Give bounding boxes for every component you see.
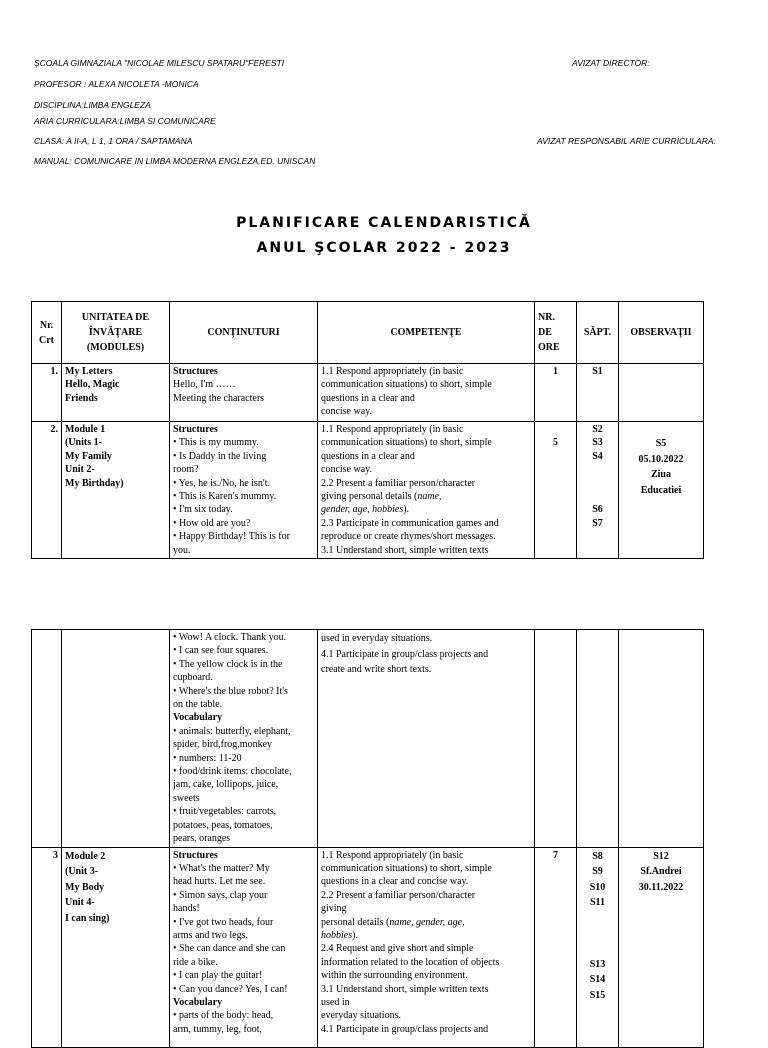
teacher-name: PROFESOR : ALEXA NICOLETA -MONICA xyxy=(34,79,199,89)
week-cell: S1 xyxy=(577,364,619,422)
row-number: 1. xyxy=(32,364,62,422)
row-number: 3 xyxy=(32,847,62,1047)
school-year: ANUL ŞCOLAR 2022 - 2023 xyxy=(256,240,512,256)
hours-cell: 5 xyxy=(535,422,577,559)
table-row xyxy=(32,364,704,422)
col-content: CONŢINUTURI xyxy=(170,302,318,364)
avizat-responsabil: AVIZAT RESPONSABIL ARIE CURRICULARA: xyxy=(537,136,716,146)
table-row xyxy=(32,422,704,559)
plan-table-1 xyxy=(31,301,704,559)
competences-cell: 1.1 Respond appropriately (in basic communication situations) to short, simple questions in a clear and concise way. xyxy=(318,364,535,422)
class-info: CLASA: A II-A, L 1, 1 ORA / SAPTAMANA xyxy=(34,136,193,146)
unit-cell: Module 2 (Unit 3- My Body Unit 4- I can sing) xyxy=(62,847,170,1047)
table-row xyxy=(32,847,704,1047)
notes-cell xyxy=(619,364,704,422)
hours-cell xyxy=(535,630,577,848)
content-cell: Structures • What's the matter? My head hurts. Let me see. • Simon says, clap your hands! • I've got two heads, four arms and two legs. • She can dance and she can ride a bike. • I can play the guitar! • Can you dance? Yes, I can! Vocabulary • parts of the body: head, arm, tummy, leg, foot, xyxy=(170,847,318,1047)
hours-cell: 7 xyxy=(535,847,577,1047)
notes-cell: S5 05.10.2022 Ziua Educatiei xyxy=(619,422,704,559)
table-header-row xyxy=(32,302,704,364)
notes-cell xyxy=(619,630,704,848)
unit-cell xyxy=(62,630,170,848)
plan-table-2 xyxy=(31,629,704,1048)
table-row xyxy=(32,630,704,848)
row-number xyxy=(32,630,62,848)
document-title: PLANIFICARE CALENDARISTICĂ xyxy=(236,215,532,231)
col-unit: UNITATEA DE ÎNVĂŢARE (MODULES) xyxy=(62,302,170,364)
avizat-director: AVIZAT DIRECTOR: xyxy=(572,58,650,68)
col-week: SĂPT. xyxy=(577,302,619,364)
col-competences: COMPETENŢE xyxy=(318,302,535,364)
manual: MANUAL: COMUNICARE IN LIMBA MODERNA ENGLEZA,ED. UNISCAN xyxy=(34,156,316,166)
content-cell: Structures Hello, I'm …… Meeting the characters xyxy=(170,364,318,422)
col-nr: Nr. Crt xyxy=(32,302,62,364)
col-notes: OBSERVAŢII xyxy=(619,302,704,364)
competences-cell: 1.1 Respond appropriately (in basic communication situations) to short, simple questions in a clear and concise way. 2.2 Present a familiar person/character giving personal details (name, gender, age, hobbies). 2.3 Participate in communication games and reproduce or create rhymes/short messages. 3.1 Understand short, simple written texts xyxy=(318,422,535,559)
competences-cell: used in everyday situations. 4.1 Participate in group/class projects and create and write short texts. xyxy=(318,630,535,848)
week-cell: S2 S3 S4 S6 S7 xyxy=(577,422,619,559)
school-name: ŞCOALA GIMNAZIALA "NICOLAE MILESCU SPATARU"FERESTI xyxy=(34,58,285,68)
week-cell: S8 S9 S10 S11 S13 S14 S15 xyxy=(577,847,619,1047)
content-cell: Structures • This is my mummy. • Is Daddy in the living room? • Yes, he is./No, he isn't. • This is Karen's mummy. • I'm six today. • How old are you? • Happy Birthday! This is for you. xyxy=(170,422,318,559)
unit-cell: Module 1 (Units 1- My Family Unit 2- My Birthday) xyxy=(62,422,170,559)
row-number: 2. xyxy=(32,422,62,559)
col-hours: NR. DE ORE xyxy=(535,302,577,364)
subject: DISCIPLINA:LIMBA ENGLEZA xyxy=(34,100,151,110)
unit-cell: My Letters Hello, Magic Friends xyxy=(62,364,170,422)
notes-cell: S12 Sf.Andrei 30.11.2022 xyxy=(619,847,704,1047)
curricular-area: ARIA CURRICULARA:LIMBA SI COMUNICARE xyxy=(34,116,216,126)
week-cell xyxy=(577,630,619,848)
content-cell: • Wow! A clock. Thank you. • I can see four squares. • The yellow clock is in the cupboard. • Where's the blue robot? It's on the table. Vocabulary • animals: butterfly, elephant, spider, bird,frog,monkey • numbers: 11-20 • food/drink items: chocolate, jam, cake, lollipops, juice, sweets • fruit/vegetables: carrots, potatoes, peas, tomatoes, pears, oranges xyxy=(170,630,318,848)
competences-cell: 1.1 Respond appropriately (in basic communication situations) to short, simple questions in a clear and concise way. 2.2 Present a familiar person/character giving personal details (name, gender, age, hobbies). 2.4 Request and give short and simple information related to the location of objects within the surrounding environment. 3.1 Understand short, simple written texts used in everyday situations. 4.1 Participate in group/class projects and xyxy=(318,847,535,1047)
hours-cell: 1 xyxy=(535,364,577,422)
